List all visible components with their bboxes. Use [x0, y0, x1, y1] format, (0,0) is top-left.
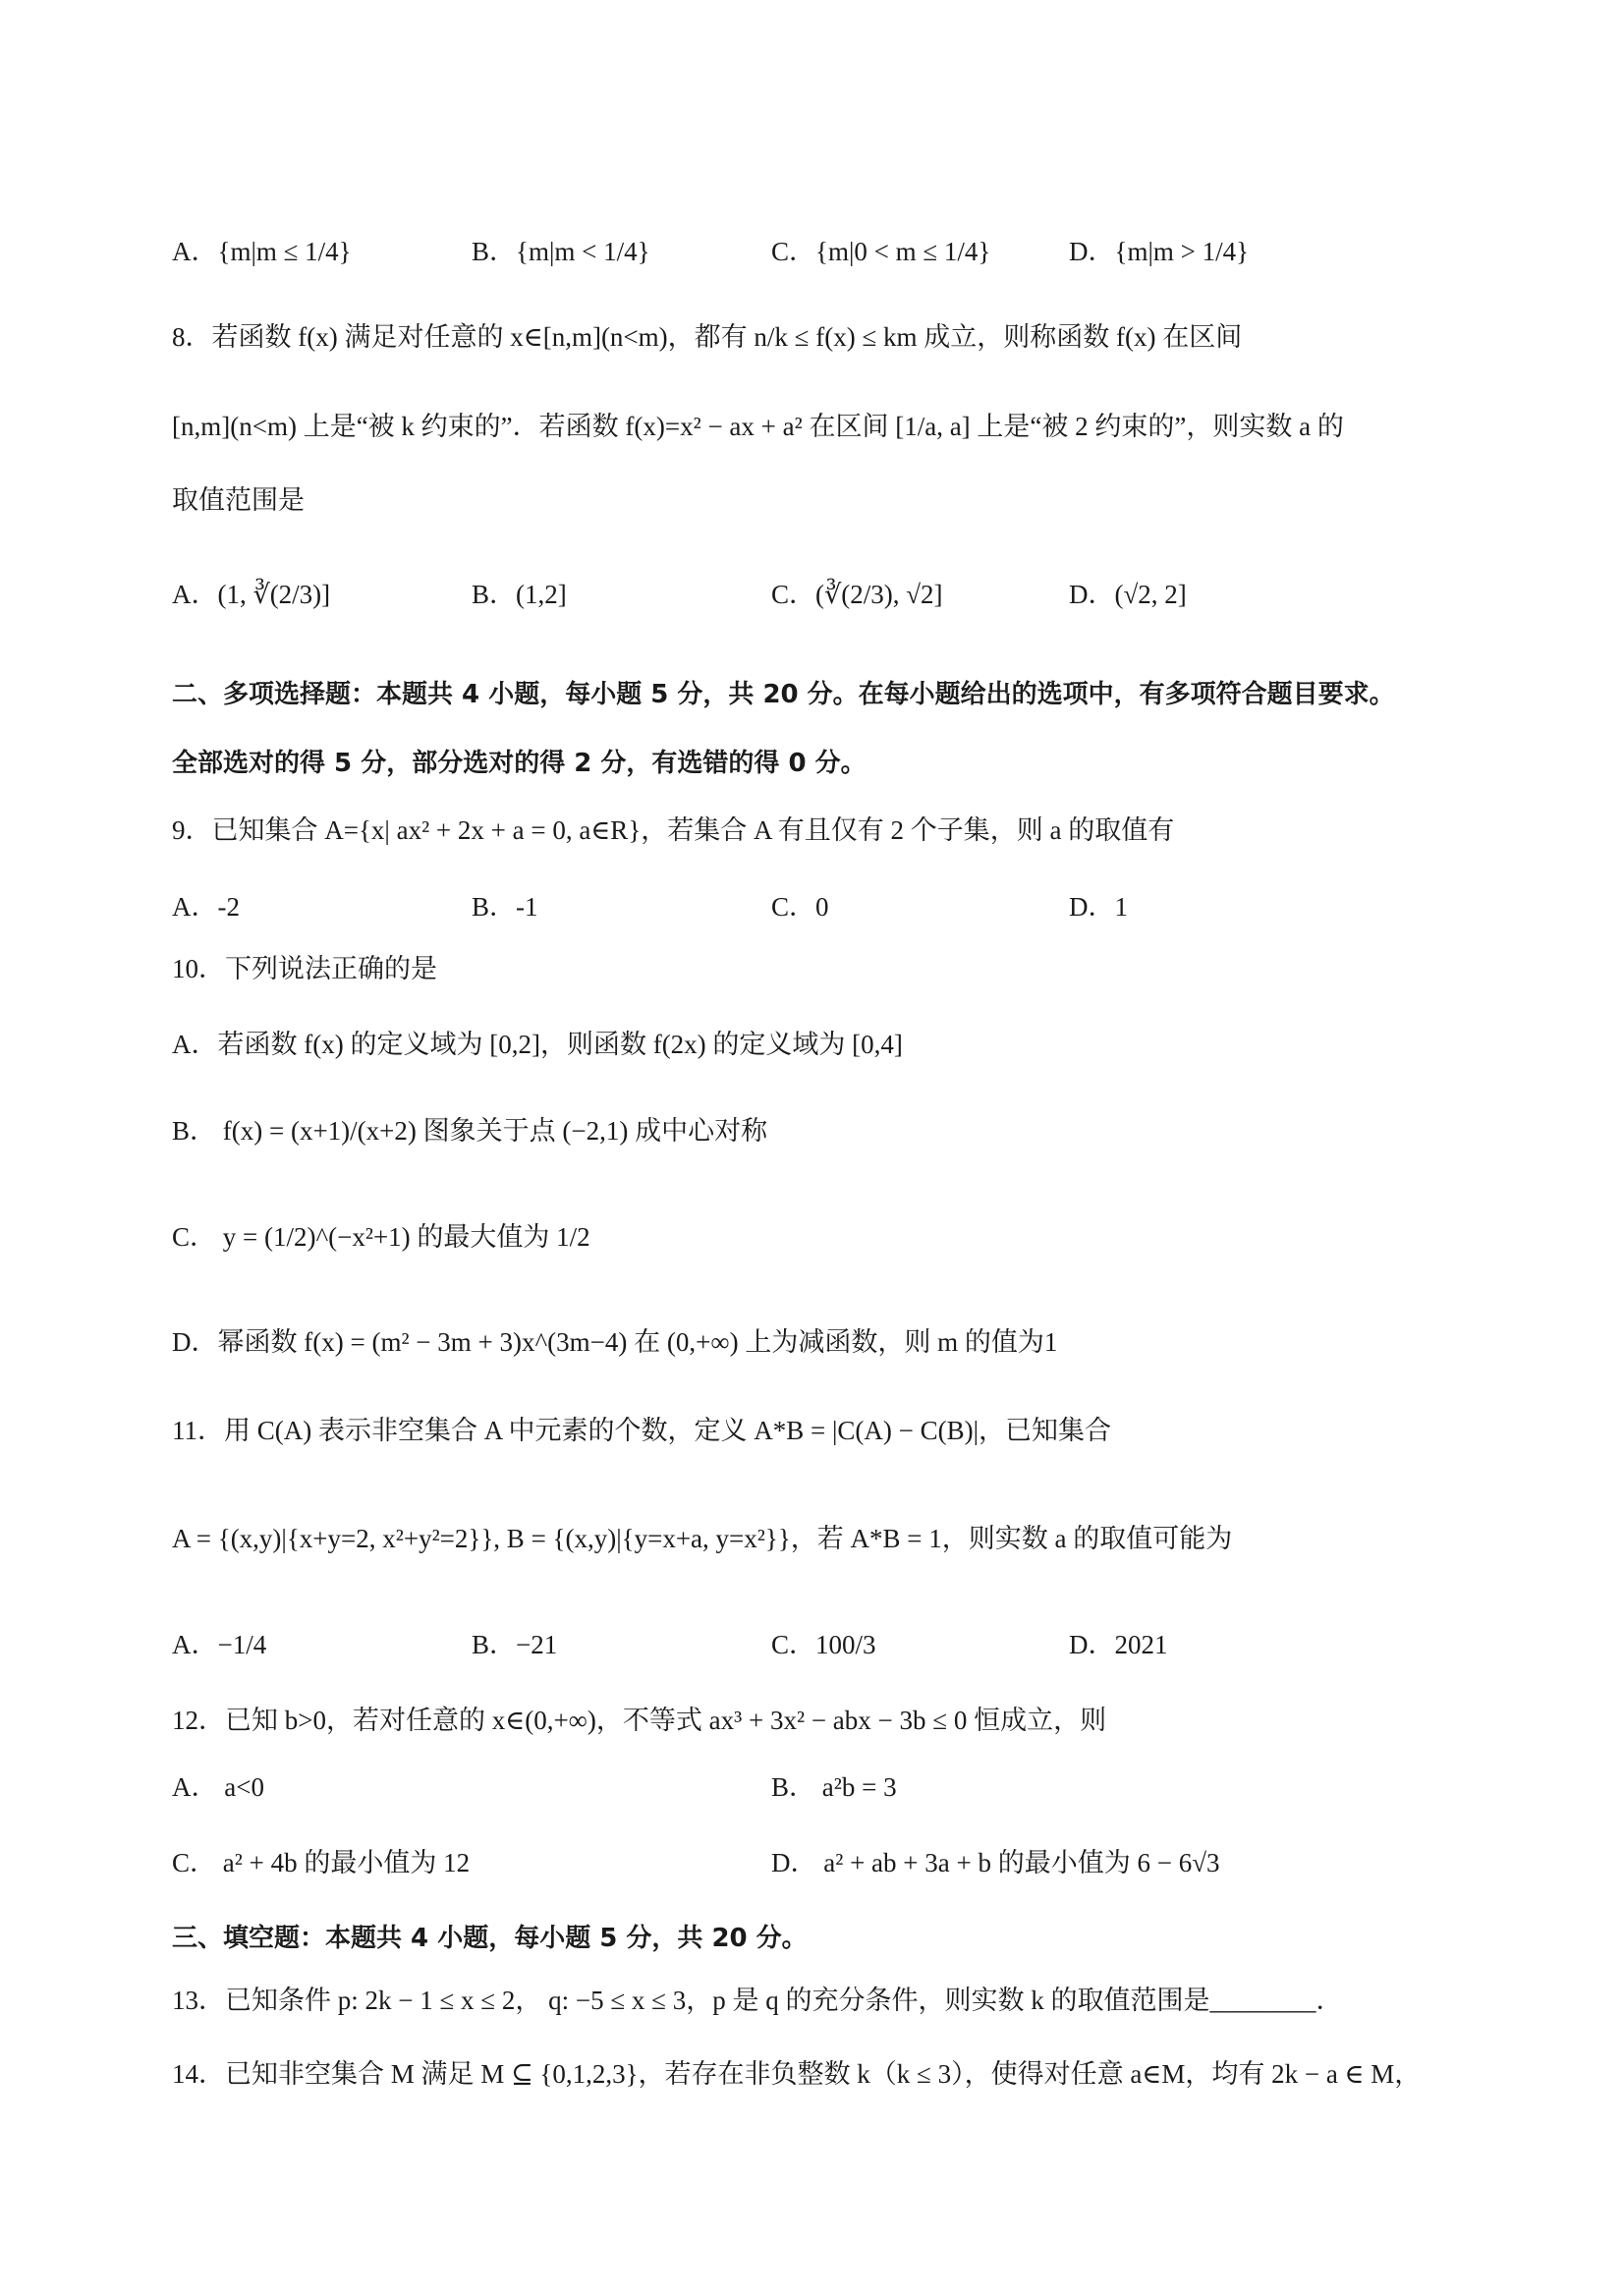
section-3-heading: 三、填空题：本题共 4 小题，每小题 5 分，共 20 分。: [172, 1924, 808, 1953]
q12-option-a: A． a<0: [172, 1772, 264, 1802]
q11-option-b: B．−21: [472, 1630, 558, 1659]
q11-option-d: D．2021: [1069, 1630, 1168, 1659]
q12-option-c: C． a² + 4b 的最小值为 12: [172, 1848, 471, 1877]
q12-option-b: B． a²b = 3: [771, 1772, 897, 1802]
q10-option-c: C． y = (1/2)^(−x²+1) 的最大值为 1/2: [172, 1222, 590, 1252]
q8-option-a: A．(1, ∛(2/3)]: [172, 580, 331, 609]
q11-option-c: C．100/3: [771, 1630, 876, 1659]
section-2-heading: 二、多项选择题：本题共 4 小题，每小题 5 分，共 20 分。在每小题给出的选项中，有多项符合题目要求。: [172, 680, 1395, 709]
q9-option-b: B．-1: [472, 892, 538, 922]
q9-option-c: C．0: [771, 892, 829, 922]
q8-option-d: D．(√2, 2]: [1069, 580, 1187, 609]
q8-stem-line1: 8．若函数 f(x) 满足对任意的 x∈[n,m](n<m)，都有 n/k ≤ f(x) ≤ km 成立，则称函数 f(x) 在区间: [172, 322, 1243, 352]
section-2-subheading: 全部选对的得 5 分，部分选对的得 2 分，有选错的得 0 分。: [172, 749, 867, 778]
q10-option-d: D．幂函数 f(x) = (m² − 3m + 3)x^(3m−4) 在 (0,+∞) 上为减函数，则 m 的值为1: [172, 1327, 1058, 1357]
q9-stem: 9．已知集合 A={x| ax² + 2x + a = 0, a∈R}，若集合 A 有且仅有 2 个子集，则 a 的取值有: [172, 815, 1175, 845]
q10-option-a: A．若函数 f(x) 的定义域为 [0,2]，则函数 f(2x) 的定义域为 [0,4]: [172, 1030, 903, 1059]
q10-option-b: B． f(x) = (x+1)/(x+2) 图象关于点 (−2,1) 成中心对称: [172, 1116, 768, 1146]
q10-stem: 10．下列说法正确的是: [172, 954, 437, 983]
q7-option-c: C．{m|0 < m ≤ 1/4}: [771, 237, 991, 266]
q8-option-b: B．(1,2]: [472, 580, 567, 609]
q11-stem-line2: A = {(x,y)|{x+y=2, x²+y²=2}}, B = {(x,y)|{y=x+a, y=x²}}，若 A*B = 1，则实数 a 的取值可能为: [172, 1524, 1233, 1553]
q11-stem-line1: 11．用 C(A) 表示非空集合 A 中元素的个数，定义 A*B = |C(A) − C(B)|，已知集合: [172, 1416, 1112, 1445]
q7-option-b: B．{m|m < 1/4}: [472, 237, 650, 266]
q8-stem-line3: 取值范围是: [172, 485, 305, 515]
q8-stem-line2: [n,m](n<m) 上是“被 k 约束的”．若函数 f(x)=x² − ax + a² 在区间 [1/a, a] 上是“被 2 约束的”，则实数 a 的: [172, 412, 1344, 441]
q14-stem: 14．已知非空集合 M 满足 M ⊆ {0,1,2,3}，若存在非负整数 k（k ≤ 3），使得对任意 a∈M，均有 2k − a ∈ M，: [172, 2059, 1422, 2089]
q11-option-a: A．−1/4: [172, 1630, 267, 1659]
q12-option-d: D． a² + ab + 3a + b 的最小值为 6 − 6√3: [771, 1848, 1220, 1877]
q9-option-a: A．-2: [172, 892, 240, 922]
q12-stem: 12．已知 b>0，若对任意的 x∈(0,+∞)，不等式 ax³ + 3x² − abx − 3b ≤ 0 恒成立，则: [172, 1706, 1107, 1735]
q8-option-c: C．(∛(2/3), √2]: [771, 580, 943, 609]
q7-option-d: D．{m|m > 1/4}: [1069, 237, 1250, 266]
q7-option-a: A．{m|m ≤ 1/4}: [172, 237, 352, 266]
q13-stem: 13．已知条件 p: 2k − 1 ≤ x ≤ 2， q: −5 ≤ x ≤ 3，p 是 q 的充分条件，则实数 k 的取值范围是________．: [172, 1986, 1343, 2015]
q9-option-d: D．1: [1069, 892, 1128, 922]
